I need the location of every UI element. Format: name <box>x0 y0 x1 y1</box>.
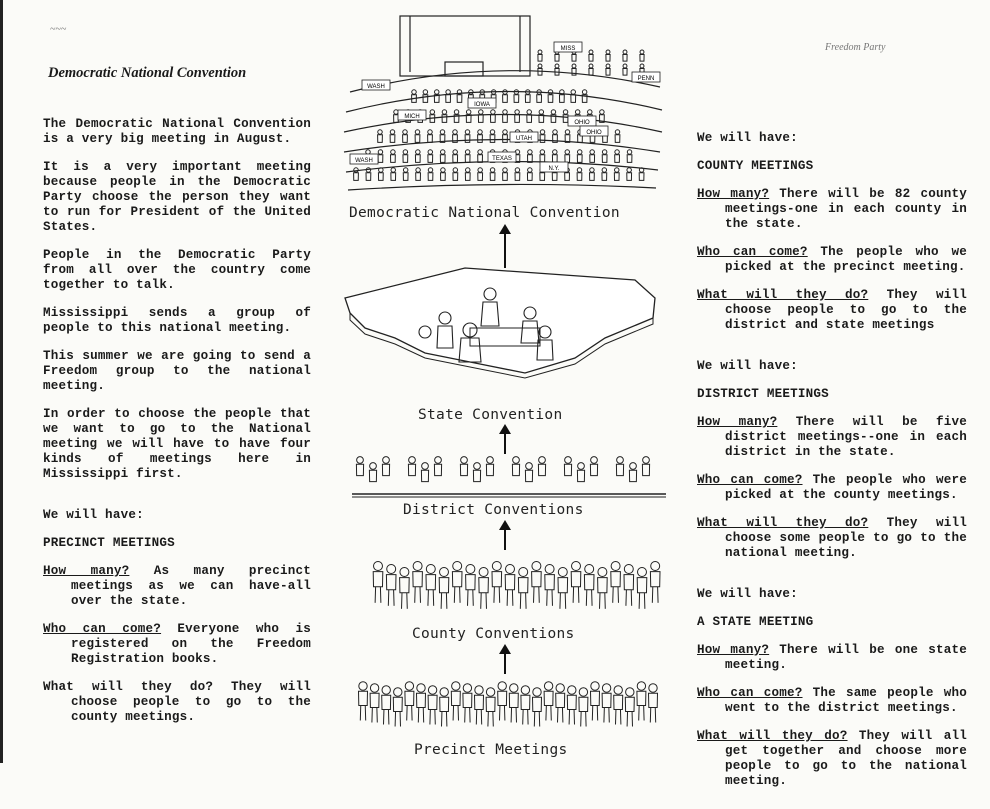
convention-hall-illustration <box>340 12 670 202</box>
delegate-figure <box>606 64 610 75</box>
delegate-figure <box>640 50 644 61</box>
delegate-figure <box>478 110 483 123</box>
delegate-figure <box>442 110 447 123</box>
county-delegate-figure <box>505 565 515 606</box>
precinct-intro: We will have: <box>43 508 144 522</box>
county-heading: COUNTY MEETINGS <box>697 159 814 173</box>
state-what <box>697 729 967 789</box>
state-section <box>697 587 967 789</box>
answer-text: They will choose people to go to the district and state meetings <box>725 288 967 332</box>
precinct-voter-figure <box>579 688 588 727</box>
delegate-figure <box>490 110 495 123</box>
question-label: How many? <box>697 187 770 201</box>
delegate-figure <box>428 150 433 163</box>
delegate-figure <box>478 168 483 181</box>
district-delegate-figure <box>525 463 532 482</box>
precinct-voter-figure <box>463 684 472 723</box>
precinct-meetings-illustration <box>355 678 665 740</box>
delegate-figure <box>490 168 495 181</box>
delegate-figure <box>614 168 619 181</box>
county-delegate-figure <box>426 565 436 606</box>
district-what <box>697 516 967 561</box>
delegate-figure <box>457 90 462 103</box>
delegate-figure <box>440 130 445 143</box>
district-intro: We will have: <box>697 359 798 373</box>
top-right-scribble: Freedom Party <box>825 42 886 53</box>
delegate-figure <box>528 150 533 163</box>
delegate-figure <box>577 168 582 181</box>
delegate-figure <box>391 168 396 181</box>
delegate-figure <box>453 168 458 181</box>
delegate-figure <box>403 150 408 163</box>
state-who <box>697 686 967 716</box>
precinct-section <box>43 508 311 725</box>
question-label: What will they do? <box>697 729 848 743</box>
delegate-figure <box>602 150 607 163</box>
delegate-figure <box>606 50 610 61</box>
delegate-figure <box>441 168 446 181</box>
question-label: Who can come? <box>697 245 808 259</box>
state-sign-label: MISS <box>560 46 576 52</box>
state-sign-label: OHIO <box>586 130 602 136</box>
paragraph-importance: It is a very important meeting because people in the Democratic Party choose the person they want to run for President of the United States. <box>43 160 311 234</box>
precinct-voter-figure <box>521 686 530 725</box>
top-left-scribble: ~~~ <box>50 24 67 35</box>
delegate-figure <box>354 168 359 181</box>
county-what <box>697 288 967 333</box>
precinct-voter-figure <box>417 684 426 723</box>
precinct-voter-figure <box>533 688 542 727</box>
county-delegate-figure <box>637 568 647 609</box>
state-sign-label: TEXAS <box>492 156 512 162</box>
district-delegate-figure <box>642 457 649 476</box>
delegate-figure <box>403 130 408 143</box>
delegate-figure <box>623 64 627 75</box>
paragraph-intro: The Democratic National Convention is a very big meeting in August. <box>43 117 311 146</box>
state-intro: We will have: <box>697 587 798 601</box>
precinct-voter-figure <box>544 682 553 721</box>
state-sign-label: WASH <box>367 84 385 90</box>
state-convention-label: State Convention <box>418 407 563 423</box>
delegate-figure <box>548 90 553 103</box>
delegate-figure <box>416 168 421 181</box>
left-column <box>43 117 311 745</box>
delegate-figure <box>552 150 557 163</box>
delegate-figure <box>515 110 520 123</box>
national-convention-label: Democratic National Convention <box>349 205 620 221</box>
question-label: What will they do? <box>43 680 214 694</box>
county-delegate-figure <box>386 565 396 606</box>
state-sign-label: MICH <box>404 114 420 120</box>
page-edge <box>0 0 3 763</box>
county-delegate-figure <box>452 562 462 603</box>
district-delegate-figure <box>629 463 636 482</box>
precinct-voter-figure <box>649 684 658 723</box>
answer-text: They will choose some people to go to the national meeting. <box>725 516 967 560</box>
county-intro: We will have: <box>697 131 798 145</box>
district-conventions-label: District Conventions <box>403 502 584 518</box>
answer-text: The people who we picked at the precinct meeting. <box>725 245 967 274</box>
precinct-voter-figure <box>405 682 414 721</box>
delegate-figure <box>563 110 568 123</box>
precinct-voter-figure <box>440 688 449 727</box>
district-delegate-figure <box>421 463 428 482</box>
district-delegate-figure <box>369 463 376 482</box>
delegate-figure <box>639 168 644 181</box>
county-delegate-figure <box>558 568 568 609</box>
county-delegate-figure <box>373 562 383 603</box>
district-conventions-illustration <box>350 452 670 500</box>
paragraph-gathering: People in the Democratic Party from all over the country come together to talk. <box>43 248 311 292</box>
delegate-figure <box>559 90 564 103</box>
county-how-many <box>697 187 967 232</box>
delegate-figure <box>627 150 632 163</box>
delegate-figure <box>391 150 396 163</box>
state-sign-label: UTAH <box>516 136 532 142</box>
delegate-figure <box>615 130 620 143</box>
district-section <box>697 359 967 561</box>
question-label: How many? <box>697 415 778 429</box>
precinct-who <box>43 622 311 667</box>
delegate-figure <box>446 90 451 103</box>
delegate-figure <box>577 150 582 163</box>
paragraph-freedom-group: This summer we are going to send a Freedom group to the national meeting. <box>43 349 311 393</box>
arrow-up-icon <box>504 528 506 550</box>
district-delegate-figure <box>512 457 519 476</box>
precinct-voter-figure <box>556 684 565 723</box>
delegate-figure <box>403 168 408 181</box>
state-sign-label: WASH <box>355 158 373 164</box>
district-delegate-figure <box>382 457 389 476</box>
state-sign-label: N.Y. <box>548 166 560 172</box>
county-delegate-figure <box>518 568 528 609</box>
precinct-voter-figure <box>359 682 368 721</box>
delegate-figure <box>623 50 627 61</box>
county-delegate-figure <box>624 565 634 606</box>
county-delegate-figure <box>413 562 423 603</box>
state-sign-label: OHIO <box>574 120 590 126</box>
delegate-figure <box>503 130 508 143</box>
arrow-up-icon <box>504 652 506 674</box>
answer-text: As many precinct meetings as we can have-all over the state. <box>71 564 311 608</box>
county-conventions-illustration <box>368 556 668 628</box>
delegate-figure <box>503 168 508 181</box>
delegate-figure <box>538 50 542 61</box>
precinct-voter-figure <box>602 684 611 723</box>
county-delegate-figure <box>611 562 621 603</box>
delegate-figure <box>627 168 632 181</box>
answer-text: Everyone who is registered on the Freedom Registration books. <box>71 622 311 666</box>
answer-text: The people who were picked at the county meetings. <box>725 473 967 502</box>
precinct-how-many <box>43 564 311 609</box>
precinct-heading: PRECINCT MEETINGS <box>43 536 175 550</box>
answer-text: There will be five district meetings--one in each district in the state. <box>725 415 967 459</box>
delegate-figure <box>490 130 495 143</box>
district-delegate-figure <box>577 463 584 482</box>
county-delegate-figure <box>439 568 449 609</box>
delegate-figure <box>589 50 593 61</box>
district-how-many <box>697 415 967 460</box>
precinct-voter-figure <box>567 686 576 725</box>
county-delegate-figure <box>400 568 410 609</box>
state-convention-illustration <box>335 258 665 383</box>
district-delegate-figure <box>564 457 571 476</box>
county-delegate-figure <box>584 565 594 606</box>
district-delegate-figure <box>486 457 493 476</box>
answer-text: There will be one state meeting. <box>725 643 967 672</box>
district-delegate-figure <box>473 463 480 482</box>
question-label: Who can come? <box>697 686 803 700</box>
precinct-voter-figure <box>509 684 518 723</box>
county-who <box>697 245 967 275</box>
delegate-figure <box>415 150 420 163</box>
county-delegate-figure <box>650 562 660 603</box>
precinct-voter-figure <box>428 686 437 725</box>
paragraph-four-meetings: In order to choose the people that we want to go to the National meeting we will have to have four kinds of meetings here in Mississippi first. <box>43 407 311 481</box>
precinct-voter-figure <box>591 682 600 721</box>
county-conventions-label: County Conventions <box>412 626 575 642</box>
county-delegate-figure <box>532 562 542 603</box>
precinct-what <box>43 680 311 725</box>
question-label: How many? <box>43 564 130 578</box>
question-label: Who can come? <box>697 473 803 487</box>
delegate-figure <box>515 168 520 181</box>
delegate-figure <box>589 64 593 75</box>
delegate-figure <box>565 130 570 143</box>
delegate-figure <box>565 150 570 163</box>
precinct-voter-figure <box>486 688 495 727</box>
question-label: Who can come? <box>43 622 162 636</box>
delegate-figure <box>540 150 545 163</box>
delegate-figure <box>466 110 471 123</box>
answer-text: They will choose people to go to the county meetings. <box>71 680 312 724</box>
delegate-figure <box>428 130 433 143</box>
delegate-figure <box>590 168 595 181</box>
delegate-figure <box>390 130 395 143</box>
district-delegate-figure <box>538 457 545 476</box>
delegate-figure <box>478 150 483 163</box>
delegate-figure <box>465 168 470 181</box>
page-title: Democratic National Convention <box>48 65 247 81</box>
answer-text: They will all get together and choose more people to go to the national meeting. <box>725 729 967 788</box>
delegate-figure <box>527 168 532 181</box>
delegate-figure <box>378 150 383 163</box>
delegate-figure <box>378 130 383 143</box>
right-column <box>697 131 967 809</box>
precinct-voter-figure <box>451 682 460 721</box>
district-delegate-figure <box>590 457 597 476</box>
district-delegate-figure <box>616 457 623 476</box>
county-section <box>697 131 967 333</box>
question-label: How many? <box>697 643 770 657</box>
state-how-many <box>697 643 967 673</box>
delegate-figure <box>527 110 532 123</box>
delegate-figure <box>412 90 417 103</box>
arrow-up-icon <box>504 432 506 454</box>
delegate-figure <box>538 64 542 75</box>
precinct-voter-figure <box>382 686 391 725</box>
delegate-figure <box>615 150 620 163</box>
precinct-meetings-label: Precinct Meetings <box>414 742 568 758</box>
delegate-figure <box>428 168 433 181</box>
district-delegate-figure <box>460 457 467 476</box>
county-delegate-figure <box>545 565 555 606</box>
state-sign-label: IOWA <box>474 102 490 108</box>
delegate-figure <box>465 150 470 163</box>
delegate-figure <box>453 150 458 163</box>
precinct-voter-figure <box>498 682 507 721</box>
delegate-figure <box>555 64 559 75</box>
delegate-figure <box>571 90 576 103</box>
county-delegate-figure <box>492 562 502 603</box>
precinct-voter-figure <box>637 682 646 721</box>
county-delegate-figure <box>571 562 581 603</box>
delegate-figure <box>440 150 445 163</box>
delegate-figure <box>430 110 435 123</box>
state-heading: A STATE MEETING <box>697 615 814 629</box>
county-delegate-figure <box>479 568 489 609</box>
delegate-figure <box>378 168 383 181</box>
paragraph-mississippi: Mississippi sends a group of people to this national meeting. <box>43 306 311 335</box>
precinct-voter-figure <box>370 684 379 723</box>
answer-text: There will be 82 county meetings-one in each county in the state. <box>725 187 967 231</box>
district-delegate-figure <box>434 457 441 476</box>
precinct-voter-figure <box>475 686 484 725</box>
delegate-figure <box>503 110 508 123</box>
delegate-figure <box>602 168 607 181</box>
district-delegate-figure <box>356 457 363 476</box>
delegate-figure <box>478 130 483 143</box>
district-who <box>697 473 967 503</box>
precinct-voter-figure <box>625 688 634 727</box>
county-delegate-figure <box>598 568 608 609</box>
question-label: What will they do? <box>697 516 869 530</box>
answer-text: The same people who went to the district meetings. <box>725 686 967 715</box>
precinct-voter-figure <box>393 688 402 727</box>
precinct-voter-figure <box>614 686 623 725</box>
delegate-figure <box>590 150 595 163</box>
state-sign-label: PENN <box>637 76 655 82</box>
delegate-figure <box>415 130 420 143</box>
question-label: What will they do? <box>697 288 869 302</box>
district-heading: DISTRICT MEETINGS <box>697 387 829 401</box>
county-delegate-figure <box>466 565 476 606</box>
district-delegate-figure <box>408 457 415 476</box>
